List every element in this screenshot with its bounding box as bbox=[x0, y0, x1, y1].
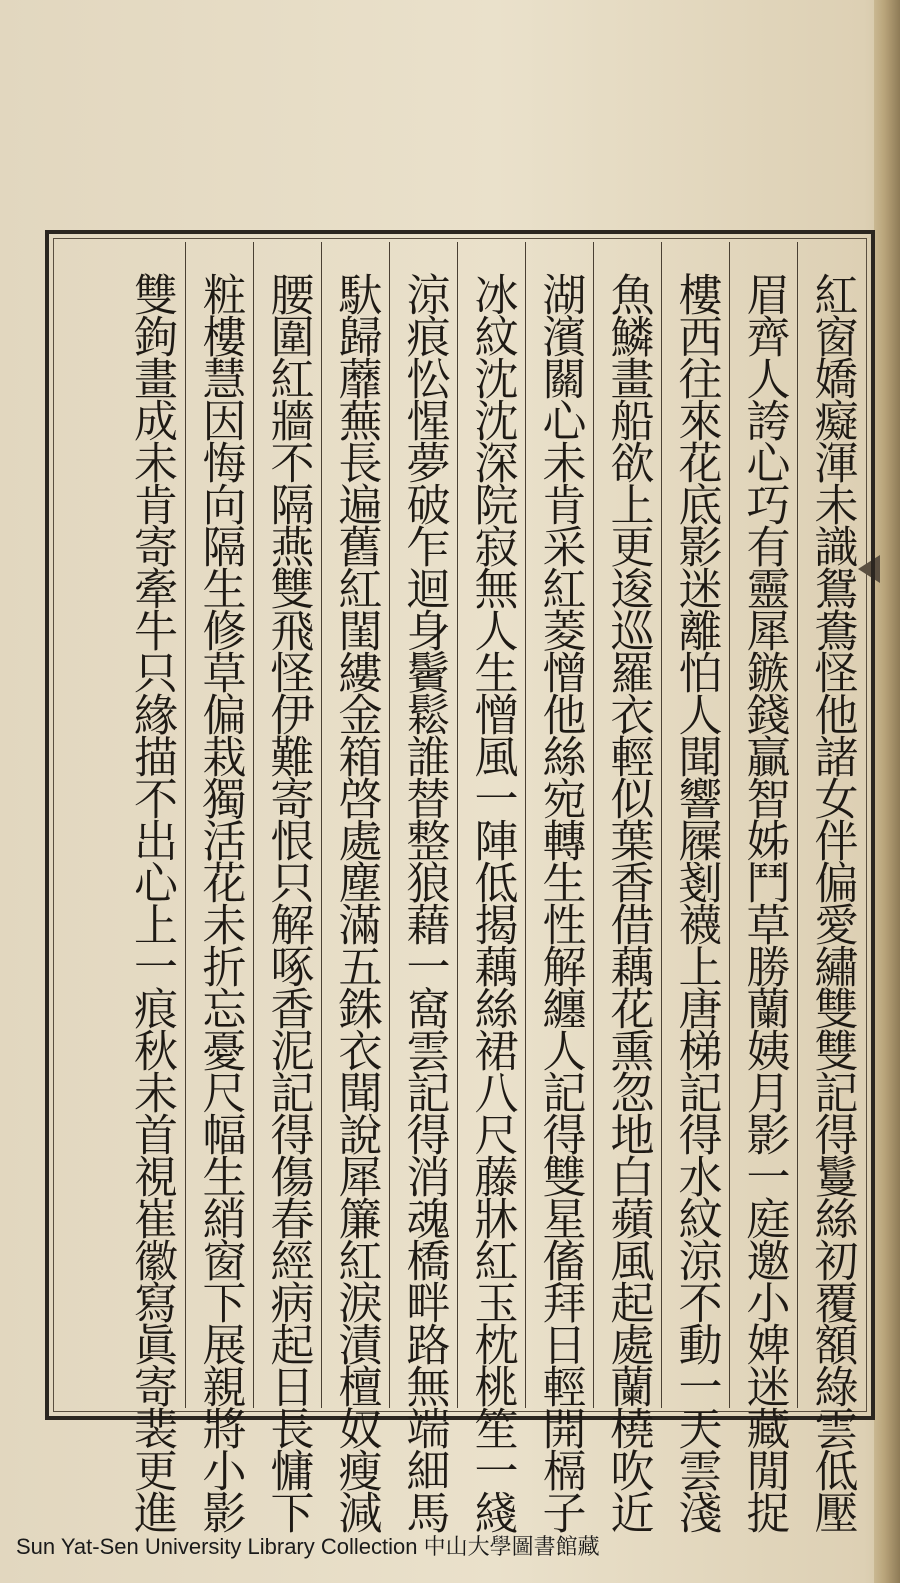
column-text: 腰圍紅牆不隔燕雙飛怪伊難寄恨只解啄香泥記得傷春經病起日長慵下 bbox=[262, 272, 314, 1532]
book-spine-edge bbox=[874, 0, 900, 1583]
text-columns bbox=[55, 242, 865, 1532]
column-text: 涼痕忪惺夢破乍迴身鬢鬆誰替整狼藉一窩雲記得消魂橋畔路無端細馬 bbox=[398, 272, 450, 1532]
column-4 bbox=[593, 242, 661, 1532]
column-1 bbox=[797, 242, 865, 1532]
column-text: 馱歸蘼蕪長遍舊紅閨縷金箱啓處塵滿五銖衣聞說犀簾紅淚漬檀奴瘦減 bbox=[330, 272, 382, 1532]
column-text: 紅窗嬌癡渾未識鴛鴦怪他諸女伴偏愛繡雙雙記得鬘絲初覆額綠雲低壓 bbox=[806, 272, 858, 1532]
column-11 bbox=[117, 242, 185, 1532]
column-10 bbox=[185, 242, 253, 1532]
column-text: 雙鉤畫成未肯寄牽牛只緣描不出心上一痕秋未首視崔徽寫眞寄裴更進 bbox=[126, 272, 177, 1532]
column-text: 眉齊人誇心巧有靈犀鏃錢贏智姊鬥草勝蘭姨月影一庭邀小婢迷藏閒捉 bbox=[738, 272, 790, 1532]
column-text: 魚鱗畫船欲上更逡巡羅衣輕似葉香借藕花熏忽地白蘋風起處蘭橈吹近 bbox=[602, 272, 654, 1532]
column-text: 粧樓慧因悔向隔生修草偏栽獨活花未折忘憂尺幅生綃窗下展親將小影 bbox=[194, 272, 246, 1532]
column-7 bbox=[389, 242, 457, 1532]
column-8 bbox=[321, 242, 389, 1532]
column-3 bbox=[661, 242, 729, 1532]
column-6 bbox=[457, 242, 525, 1532]
column-9 bbox=[253, 242, 321, 1532]
collection-caption: Sun Yat-Sen University Library Collection 中山大學圖書館藏 bbox=[16, 1534, 600, 1559]
column-text: 湖濱關心未肯采紅菱憎他絲宛轉生性解纏人記得雙星傗拜日輕開槅子 bbox=[534, 272, 586, 1532]
column-text: 樓西往來花底影迷離怕人聞響屧剗襪上唐梯記得水紋涼不動一天雲淺 bbox=[670, 272, 722, 1532]
column-text: 冰紋沈沈深院寂無人生憎風一陣低揭藕絲裙八尺藤牀紅玉枕桃笙一綫 bbox=[466, 272, 518, 1532]
column-2 bbox=[729, 242, 797, 1532]
column-5 bbox=[525, 242, 593, 1532]
